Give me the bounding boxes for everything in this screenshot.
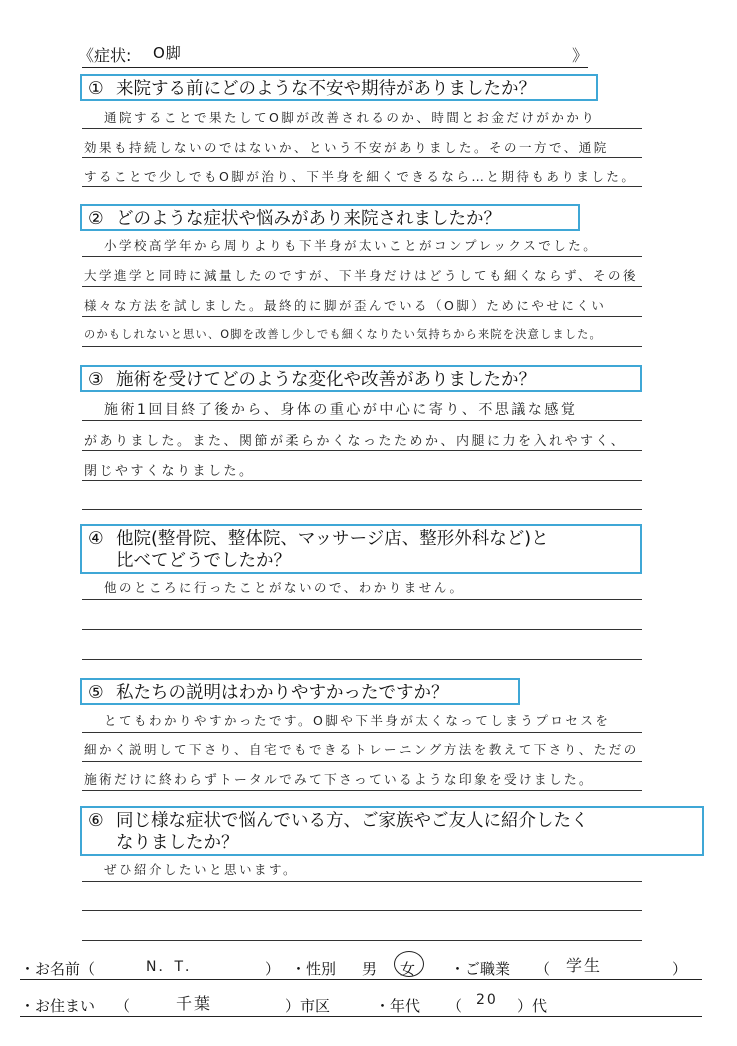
answer-rule <box>82 940 642 941</box>
answer-rule <box>82 910 642 911</box>
address-label: ・お住まい <box>20 997 96 1015</box>
age-value: 20 <box>476 992 498 1008</box>
footer-line-1 <box>20 979 702 980</box>
symptom-header <box>78 43 588 65</box>
gender-female: 女 <box>400 960 416 978</box>
gender-male: 男 <box>362 960 378 978</box>
header-underline <box>82 67 588 68</box>
symptom-close: 》 <box>571 46 588 65</box>
question-6-box <box>80 806 704 856</box>
footer-line-2 <box>20 1016 702 1017</box>
question-4-box <box>80 524 642 574</box>
name-label: ・お名前（ <box>20 960 96 978</box>
answer-4-line-1: 他のところに行ったことがないので、わかりません。 <box>104 580 465 595</box>
answer-3-line-3: 閉じやすくなりました。 <box>84 464 255 479</box>
answer-5-line-3: 施術だけに終わらずトータルでみて下さっているような印象を受けました。 <box>84 773 594 788</box>
symptom-value: O脚 <box>153 44 182 62</box>
address-open: （ <box>115 997 131 1015</box>
answer-rule <box>82 480 642 481</box>
question-3-text: 施術を受けてどのような変化や改善がありましたか？ <box>116 370 536 390</box>
gender-label: ・性別 <box>291 960 337 978</box>
name-close: ） <box>265 960 281 978</box>
answer-2-line-1: 小学校高学年から周りよりも下半身が太いことがコンプレックスでした。 <box>104 238 599 253</box>
answer-rule <box>82 346 642 347</box>
answer-rule <box>82 186 642 187</box>
answer-2-line-2: 大学進学と同時に減量したのですが、下半身だけはどうしても細くならず、その後 <box>84 268 639 283</box>
answer-rule <box>82 316 642 317</box>
answer-rule <box>82 599 642 600</box>
answer-rule <box>82 286 642 287</box>
question-4-number: ④ <box>88 529 104 549</box>
answer-rule <box>82 790 642 791</box>
answer-1-line-1: 通院することで果たしてO脚が改善されるのか、時間とお金だけがかかり <box>104 110 597 125</box>
question-4-text-line-2: 比べてどうでしたか？ <box>116 551 291 571</box>
question-5-text: 私たちの説明はわかりやすかったですか？ <box>116 683 449 703</box>
question-1-number: ① <box>88 79 104 99</box>
question-4-text: 他院(整骨院、整体院、マッサージ店、整形外科など)と <box>116 529 549 549</box>
job-close: ） <box>672 960 688 978</box>
answer-5-line-1: とてもわかりやすかったです。O脚や下半身が太くなってしまうプロセスを <box>104 713 611 728</box>
address-close: ）市区 <box>285 997 331 1015</box>
question-5-number: ⑤ <box>88 683 104 703</box>
question-6-text: 同じ様な症状で悩んでいる方、ご家族やご友人に紹介したく <box>116 811 589 831</box>
name-value: N．T． <box>146 959 202 975</box>
answer-3-line-1: 施術1回目終了後から、身体の重心が中心に寄り、不思議な感覚 <box>104 402 578 418</box>
age-close: ）代 <box>517 997 548 1015</box>
question-6-number: ⑥ <box>88 811 104 831</box>
answer-rule <box>82 450 642 451</box>
age-open: （ <box>447 997 463 1015</box>
answer-rule <box>82 761 642 762</box>
answer-1-line-2: 効果も持続しないのではないか、という不安がありました。その一方で、通院 <box>84 140 609 155</box>
job-value: 学生 <box>566 956 603 975</box>
answer-rule <box>82 881 642 882</box>
answer-rule <box>82 629 642 630</box>
answer-rule <box>82 509 642 510</box>
age-label: ・年代 <box>375 997 421 1015</box>
symptom-label: 《症状: <box>78 46 132 65</box>
answer-rule <box>82 256 642 257</box>
answer-2-line-4: のかもしれないと思い、O脚を改善し少しでも細くなりたい気持ちから来院を決意しました。 <box>84 328 602 341</box>
answer-3-line-2: がありました。また、関節が柔らかくなったためか、内腿に力を入れやすく、 <box>84 434 627 449</box>
answer-rule <box>82 420 642 421</box>
answer-rule <box>82 732 642 733</box>
answer-rule <box>82 659 642 660</box>
question-3-number: ③ <box>88 370 104 390</box>
job-label: ・ご職業 <box>450 960 511 978</box>
address-value: 千葉 <box>176 994 213 1013</box>
question-2-text: どのような症状や悩みがあり来院されましたか？ <box>116 209 501 229</box>
answer-rule <box>82 157 642 158</box>
answer-6-line-1: ぜひ紹介したいと思います。 <box>104 862 299 877</box>
answer-1-line-3: することで少しでもO脚が治り、下半身を細くできるなら…と期待もありました。 <box>84 169 637 184</box>
gender-circle-mark <box>394 951 424 977</box>
job-open: （ <box>535 960 551 978</box>
question-3-box <box>80 365 642 392</box>
question-5-box <box>80 678 520 705</box>
answer-5-line-2: 細かく説明して下さり、自宅でもできるトレーニング方法を教えて下さり、ただの <box>84 742 639 757</box>
answer-2-line-3: 様々な方法を試しました。最終的に脚が歪んでいる（O脚）ためにやせにくい <box>84 298 607 313</box>
question-6-text-line-2: なりましたか？ <box>116 833 239 853</box>
question-1-box <box>80 74 598 101</box>
question-2-box <box>80 204 580 231</box>
question-2-number: ② <box>88 209 104 229</box>
answer-rule <box>82 128 642 129</box>
question-1-text: 来院する前にどのような不安や期待がありましたか？ <box>116 79 536 99</box>
